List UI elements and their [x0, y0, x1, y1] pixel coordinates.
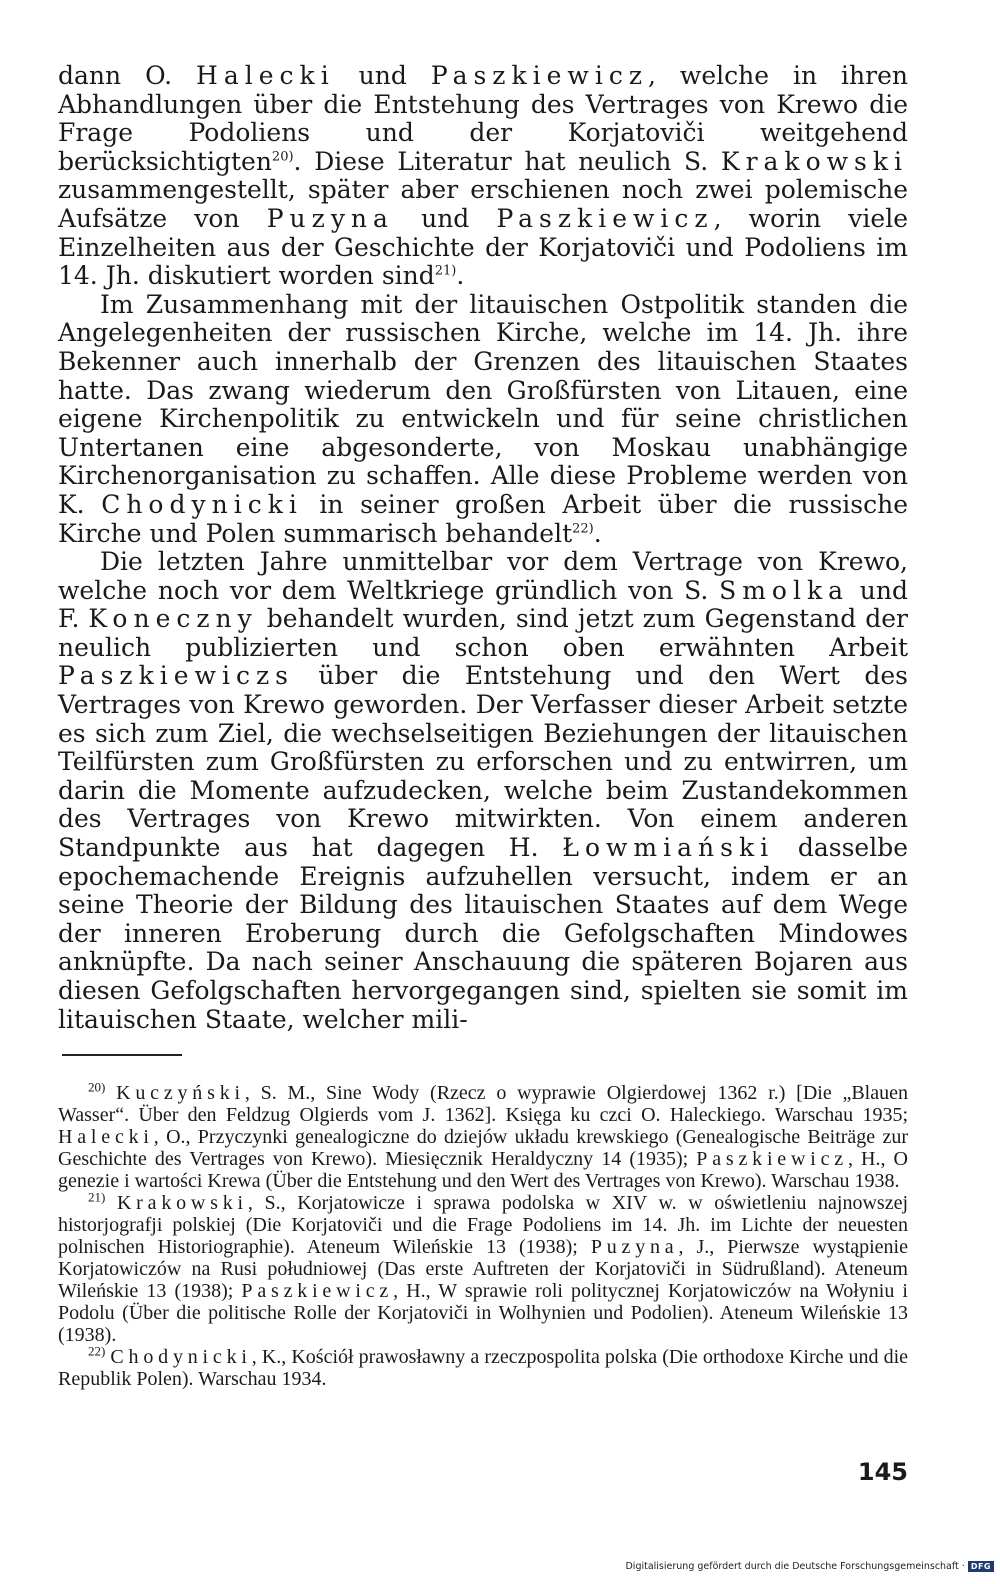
digitization-credit [625, 1561, 994, 1572]
footnote-ref: 20) [271, 149, 294, 165]
footnotes [58, 1079, 909, 1391]
footnote-20: $^{20)}$ Kuczyński, S. M., Sine Wody (Rzecz o wyprawie Olgierdowej 1362 r.) [Die „Blauen Wasser“. Über den Feldzug Olgierds vom J. 1362]. Księga ku czci O. Haleckiego. Warschau 1935; Halecki, O., Przyczynki genealogiczne do dziejów układu krewskiego (Genealogische Beiträge zur Geschichte des Vertrages von Krewo). Miesięcznik Heraldyczny 14 (1935); Paszkiewicz, H., O genezie i wartości Krewa (Über die Entstehung und den Wert des Vertrages von Krewo). Warschau 1938. [58, 1079, 908, 1193]
author-name: Paszkiewicz [696, 1148, 848, 1171]
author-name: Kuczyński [116, 1082, 245, 1105]
author-name: Paszkiewicz [496, 203, 714, 233]
dfg-logo-icon: DFG [968, 1561, 994, 1572]
paragraph-3: Die letzten Jahre unmittelbar vor dem Vertrage von Krewo, welche noch vor dem Weltkriege gründlich von S. Smolka und F. Koneczny behandelt wurden, sind jetzt zum Gegenstand der neulich publizierten und schon oben erwähnten Arbeit Paszkiewiczs über die Entstehung und den Wert des Vertrages von Krewo geworden. Der Verfasser dieser Arbeit setzte es sich zum Ziel, die wechselseitigen Beziehungen der litauischen Teilfürsten zum Großfürsten zu erforschen und zu entwirren, um darin die Momente aufzudecken, welche beim Zustandekommen des Vertrages von Krewo mitwirkten. Von einem anderen Standpunkte aus hat dagegen H. Łowmiański dasselbe epochemachende Ereignis aufzuhellen versucht, indem er an seine Theorie der Bildung des litauischen Staates auf dem Wege der inneren Eroberung durch die Gefolgschaften Mindowes anknüpfte. Da nach seiner Anschauung die späteren Bojaren aus diesen Gefolgschaften hervorgegangen sind, spielten sie somit im litauischen Staate, welcher mili- [58, 547, 908, 1034]
author-name: Halecki [58, 1126, 154, 1149]
footnote-ref: 22) [572, 521, 594, 537]
footnote-number: 22) [88, 1343, 106, 1359]
footnote-separator [62, 1054, 182, 1056]
author-name: Koneczny [88, 604, 258, 634]
page-content [58, 62, 908, 1390]
footnote-21: $^{21)}$ Krakowski, S., Korjatowicze i sprawa podolska w XIV w. w oświetleniu najnowszej historjografji polskiej (Die Korjatoviči und die Frage Podoliens im 14. Jh. im Lichte der neuesten polnischen Historiographie). Ateneum Wileńskie 13 (1938); Puzyna, J., Pierwsze wystąpienie Korjatowiczów na Rusi południowej (Das erste Auftreten der Korjatoviči in Südrußland). Ateneum Wileńskie 13 (1938); Paszkiewicz, H., W sprawie roli politycznej Korjatowiczów na Wołyniu i Podolu (Über die politische Rolle der Korjatoviči in Wolhynien und Podolien). Ateneum Wileńskie 13 (1938). [58, 1189, 909, 1347]
footnote-22: $^{22)}$ Chodynicki, K., Kościół prawosławny a rzeczpospolita polska (Die orthodoxe Kirche und die Republik Polen). Warschau 1934. [58, 1343, 908, 1391]
author-name: Łowmiański [562, 833, 775, 863]
author-name: Krakowski [116, 1192, 248, 1215]
footnote-number: 21) [88, 1189, 106, 1205]
author-name: Paszkiewicz [241, 1280, 394, 1303]
author-name: Krakowski [720, 146, 908, 176]
credit-text: Digitalisierung gefördert durch die Deutsche Forschungsgemeinschaft · [625, 1561, 965, 1572]
paragraph-2: Im Zusammenhang mit der litauischen Ostpolitik standen die Angelegenheiten der russischen Kirche, welche im 14. Jh. ihre Bekenner auch innerhalb der Grenzen des litauischen Staates hatte. Das zwang wiederum den Großfürsten von Litauen, eine eigene Kirchenpolitik zu entwickeln und für seine christlichen Untertanen eine abgesonderte, von Moskau unabhängige Kirchenorganisation zu schaffen. Alle diese Probleme werden von K. Chodynicki in seiner großen Arbeit über die russische Kirche und Polen summarisch behandelt$^{22)}$. [58, 289, 908, 548]
page-number: 145 [857, 1458, 908, 1486]
paragraph-1: dann O. Halecki und Paszkiewicz, welche in ihren Abhandlungen über die Entstehung des Vertrages von Krewo die Frage Podoliens und der Korjatoviči weitgehend berücksichtigten$^{20)}$. Diese Literatur hat neulich S. Krakowski zusammengestellt, später aber erschienen noch zwei polemische Aufsätze von Puzyna und Paszkiewicz, worin viele Einzelheiten aus der Geschichte der Korjatoviči und Podoliens im 14. Jh. diskutiert worden sind$^{21)}$. [58, 61, 909, 291]
author-name: Smolka [719, 575, 850, 605]
footnote-ref: 21) [434, 263, 457, 279]
author-name: Paszkiewiczs [58, 661, 294, 691]
author-name: Chodynicki [101, 489, 303, 519]
author-name: Halecki [196, 61, 335, 90]
author-name: Puzyna [266, 203, 394, 233]
author-name: Paszkiewicz [430, 61, 648, 90]
footnote-number: 20) [88, 1079, 106, 1095]
author-name: Puzyna [590, 1236, 679, 1259]
author-name: Chodynicki [110, 1346, 252, 1369]
